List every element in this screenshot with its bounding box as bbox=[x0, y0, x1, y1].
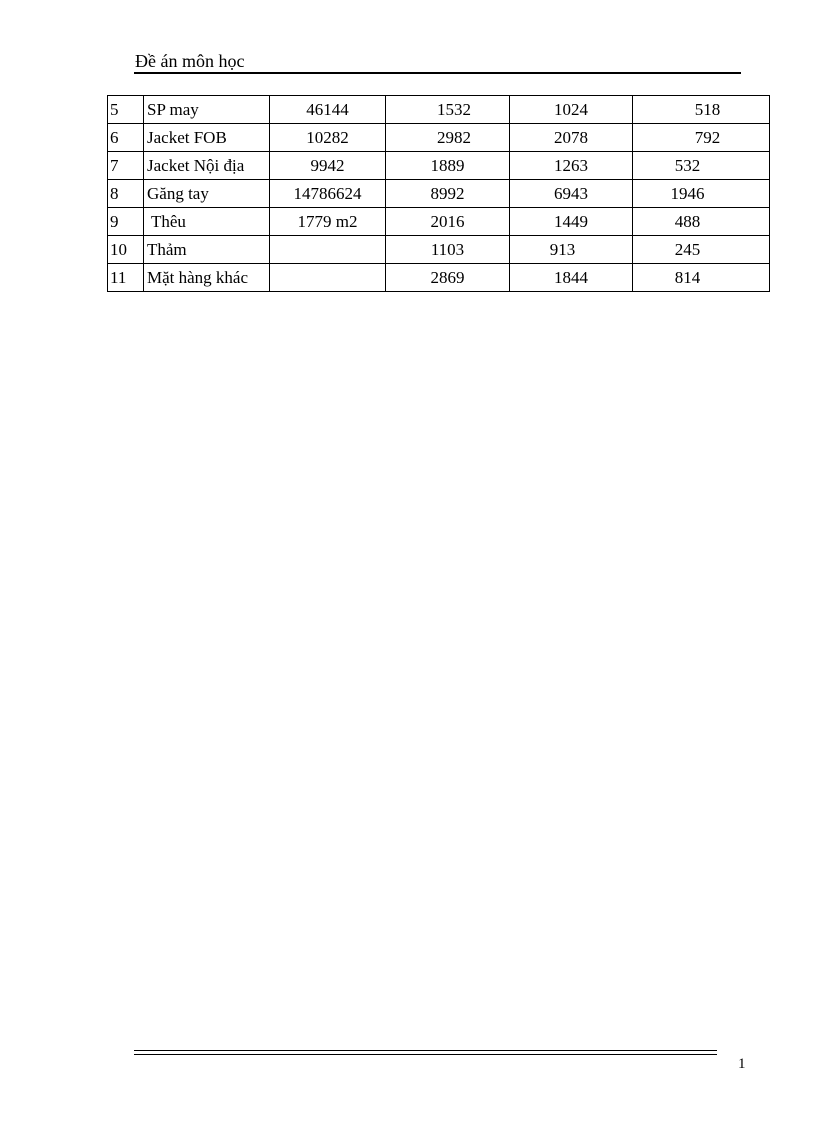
product-name: Thảm bbox=[144, 236, 270, 264]
value-cell: 2078 bbox=[510, 124, 633, 152]
value-cell: 913 bbox=[510, 236, 633, 264]
value-cell: 8992 bbox=[386, 180, 510, 208]
footer-rule bbox=[134, 1050, 717, 1055]
value-cell: 1449 bbox=[510, 208, 633, 236]
table-row bbox=[108, 264, 770, 292]
value-cell: 1889 bbox=[386, 152, 510, 180]
quantity-cell: 1779 m2 bbox=[270, 208, 386, 236]
table-row bbox=[108, 96, 770, 124]
value-cell: 1532 bbox=[386, 96, 510, 124]
table-row bbox=[108, 152, 770, 180]
quantity-cell: 46144 bbox=[270, 96, 386, 124]
table-row bbox=[108, 124, 770, 152]
row-index: 5 bbox=[108, 96, 144, 124]
quantity-cell: 10282 bbox=[270, 124, 386, 152]
value-cell: 1946 bbox=[633, 180, 770, 208]
table-row bbox=[108, 180, 770, 208]
quantity-cell bbox=[270, 236, 386, 264]
quantity-cell bbox=[270, 264, 386, 292]
header-rule bbox=[134, 72, 741, 74]
value-cell: 2016 bbox=[386, 208, 510, 236]
page-header-title: Đề án môn học bbox=[135, 51, 245, 71]
product-name: Mặt hàng khác bbox=[144, 264, 270, 292]
value-cell: 1024 bbox=[510, 96, 633, 124]
row-index: 11 bbox=[108, 264, 144, 292]
row-index: 9 bbox=[108, 208, 144, 236]
value-cell: 814 bbox=[633, 264, 770, 292]
row-index: 7 bbox=[108, 152, 144, 180]
value-cell: 518 bbox=[633, 96, 770, 124]
row-index: 8 bbox=[108, 180, 144, 208]
value-cell: 245 bbox=[633, 236, 770, 264]
table-row bbox=[108, 208, 770, 236]
quantity-cell: 9942 bbox=[270, 152, 386, 180]
table-row bbox=[108, 236, 770, 264]
product-name: SP may bbox=[144, 96, 270, 124]
quantity-cell: 14786624 bbox=[270, 180, 386, 208]
product-name: Jacket Nội địa bbox=[144, 152, 270, 180]
value-cell: 532 bbox=[633, 152, 770, 180]
value-cell: 1844 bbox=[510, 264, 633, 292]
value-cell: 2982 bbox=[386, 124, 510, 152]
row-index: 10 bbox=[108, 236, 144, 264]
page-number: 1 bbox=[738, 1056, 746, 1072]
product-name: Jacket FOB bbox=[144, 124, 270, 152]
value-cell: 1263 bbox=[510, 152, 633, 180]
product-name: Găng tay bbox=[144, 180, 270, 208]
value-cell: 488 bbox=[633, 208, 770, 236]
value-cell: 6943 bbox=[510, 180, 633, 208]
value-cell: 1103 bbox=[386, 236, 510, 264]
value-cell: 792 bbox=[633, 124, 770, 152]
product-name: Thêu bbox=[144, 208, 270, 236]
product-table bbox=[107, 95, 770, 292]
value-cell: 2869 bbox=[386, 264, 510, 292]
row-index: 6 bbox=[108, 124, 144, 152]
